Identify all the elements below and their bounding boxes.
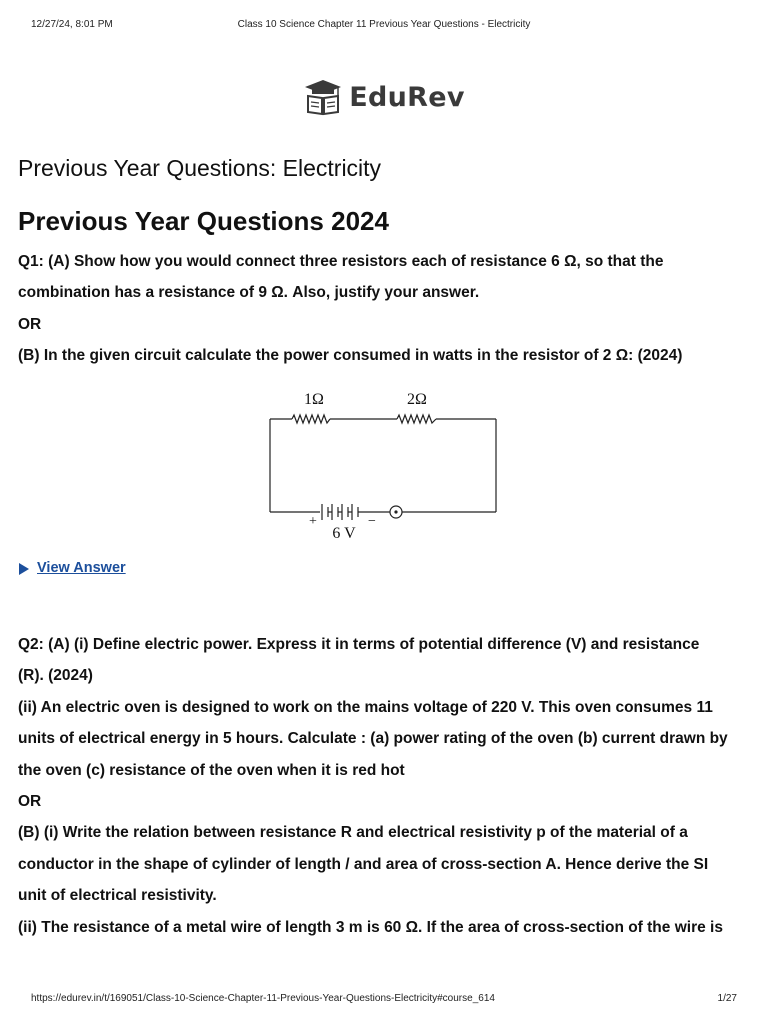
resistor-1-zigzag [292, 415, 330, 423]
q2-line: conductor in the shape of cylinder of length / and area of cross-section A. Hence derive the SI [18, 855, 709, 873]
page-title: Previous Year Questions: Electricity [18, 155, 382, 181]
q2-line: (ii) The resistance of a metal wire of length 3 m is 60 Ω. If the area of cross-section of the wire is [18, 918, 723, 936]
q2-or: OR [18, 793, 42, 811]
resistor-2-label: 2Ω [407, 391, 427, 408]
battery-minus-label: − [368, 514, 376, 529]
q2-line: units of electrical energy in 5 hours. Calculate : (a) power rating of the oven (b) current drawn by [18, 730, 728, 748]
graduation-cap-book-icon [303, 78, 343, 116]
q2-line: Q2: (A) (i) Define electric power. Express it in terms of potential difference (V) and resistance [18, 636, 700, 653]
resistor-1-label: 1Ω [304, 391, 324, 408]
q2-line: unit of electrical resistivity. [18, 887, 217, 905]
edurev-logo[interactable] [0, 78, 768, 116]
q2-line: (ii) An electric oven is designed to work on the mains voltage of 220 V. This oven consumes 11 [18, 698, 713, 716]
q1-or: OR [18, 315, 42, 333]
section-heading: Previous Year Questions 2024 [18, 206, 389, 236]
q2-line: (R). (2024) [18, 667, 93, 685]
print-datetime: 12/27/24, 8:01 PM [31, 19, 113, 30]
print-url: https://edurev.in/t/169051/Class-10-Science-Chapter-11-Previous-Year-Questions-Electricity#course_614 [31, 993, 495, 1004]
brand-name: EduRev [349, 81, 465, 113]
print-header [0, 19, 768, 33]
battery-voltage-label: 6 V [332, 525, 356, 542]
page-number: 1/27 [717, 993, 737, 1004]
play-triangle-icon[interactable] [19, 563, 29, 575]
circuit-svg [262, 384, 506, 542]
circuit-diagram [262, 384, 506, 542]
q2-line: (B) (i) Write the relation between resistance R and electrical resistivity p of the material of a [18, 824, 688, 842]
view-answer-link[interactable]: View Answer [37, 560, 126, 576]
resistor-2-zigzag [397, 415, 436, 423]
q2-line: the oven (c) resistance of the oven when it is red hot [18, 761, 405, 779]
question-2 [18, 629, 752, 943]
view-answer-toggle[interactable] [19, 560, 126, 576]
print-page-title: Class 10 Science Chapter 11 Previous Year Questions - Electricity [237, 19, 531, 30]
q1-line: combination has a resistance of 9 Ω. Also, justify your answer. [18, 284, 480, 302]
question-1 [18, 246, 752, 372]
q1-line: Q1: (A) Show how you would connect three resistors each of resistance 6 Ω, so that the [18, 253, 664, 270]
battery-plus-label: + [309, 514, 317, 529]
q1-line: (B) In the given circuit calculate the power consumed in watts in the resistor of 2 Ω: (2024) [18, 347, 683, 365]
